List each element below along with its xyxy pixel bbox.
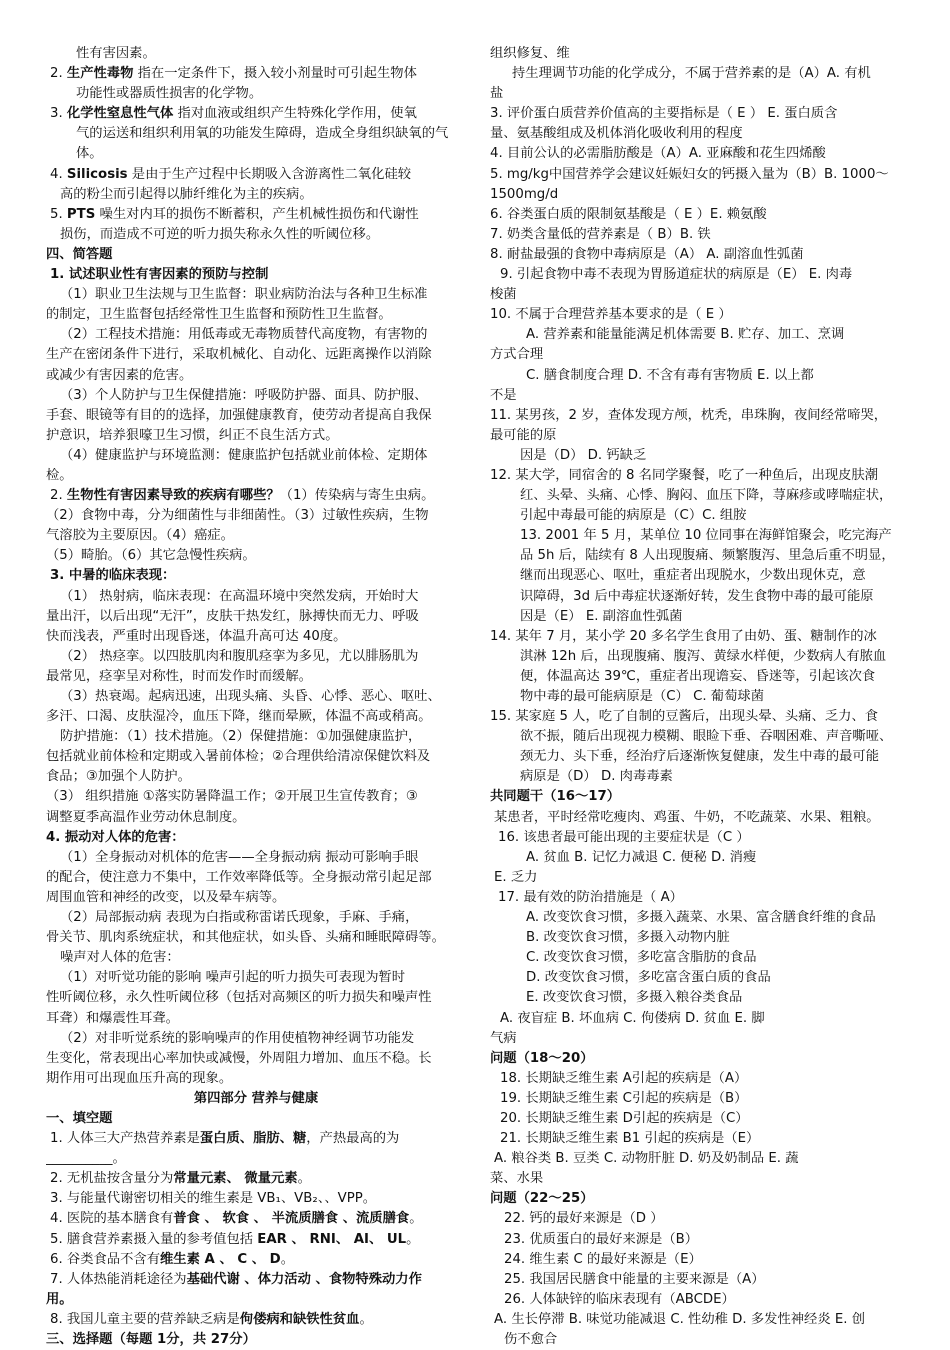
text-line: 性有害因素。 [76, 46, 156, 61]
text-line: 21. 长期缺乏维生素 B1 引起的疾病是（E） [500, 1131, 760, 1147]
text-line: 高的粉尘而引起得以肺纤维化为主的疾病。 [60, 186, 313, 202]
text-line [46, 1209, 466, 1229]
text-line: 11. 某男孩，2 岁，查体发现方颅，枕秃，串珠胸，夜间经常啼哭， [490, 407, 888, 423]
text-line: A. 粮谷类 B. 豆类 C. 动物肝脏 D. 奶及奶制品 E. 蔬 [494, 1151, 799, 1167]
text-run: （1）传染病与寄生虫病。 [279, 488, 435, 504]
text-line: 包括就业前体检和定期或入暑前体检；②合理供给清凉保健饮料及 [46, 749, 431, 765]
text-line: 3. 评价蛋白质营养价值高的主要指标是（ E ） E. 蛋白质含 [490, 106, 838, 122]
text-line: B. 改变饮食习惯，多摄入动物内脏 [526, 930, 730, 946]
text-line: 23. 优质蛋白的最好来源是（B） [504, 1231, 699, 1247]
text-line: （2）对非听觉系统的影响噪声的作用使植物神经调节功能发 [60, 1030, 415, 1046]
text-run: Silicosis [66, 166, 128, 182]
right-column [490, 44, 910, 1350]
text-line: 体。 [76, 146, 103, 162]
text-line: 26. 人体缺锌的临床表现有（ABCDE） [504, 1291, 735, 1307]
text-run: 是由于生产过程中长期吸入含游离性二氧化硅较 [127, 166, 412, 182]
text-line: 伤不愈合 [504, 1332, 558, 1347]
text-line: 菜、水果 [490, 1171, 544, 1187]
text-run: 蛋白质、脂肪、糖 [199, 1131, 307, 1147]
text-line: （2）局部振动病 表现为白指或称雷诺氏现象，手麻、手痛， [60, 910, 419, 926]
text-line: 方式合理 [490, 347, 544, 363]
text-line: 不是 [490, 387, 517, 403]
text-run: 普食 、 软食 、 半流质膳食 、流质膳食 [173, 1211, 410, 1227]
text-line: 的制定，卫生监督包括经常性卫生监督和预防性卫生监督。 [46, 307, 392, 323]
text-line: A. 生长停滞 B. 味觉功能减退 C. 性幼稚 D. 多发性神经炎 E. 创 [494, 1311, 866, 1327]
text-run: 2. 无机盐按含量分为 [50, 1171, 174, 1187]
text-line: （2）工程技术措施：用低毒或无毒物质替代高度物，有害物的 [60, 327, 428, 343]
text-line: 9. 引起食物中毒不表现为胃肠道症状的病原是（E） E. 肉毒 [500, 267, 853, 283]
text-line: （2） 热痉挛。以四肢肌肉和腹肌痉挛为多见，尤以腓肠肌为 [60, 648, 419, 664]
text-line: 生产在密闭条件下进行，采取机械化、自动化、远距离操作以消除 [46, 347, 432, 363]
text-line: 24. 维生素 C 的最好来源是（E） [504, 1251, 702, 1267]
text-line: 20. 长期缺乏维生素 D引起的疾病是（C） [500, 1110, 749, 1126]
text-line: E. 改变饮食习惯，多摄入粮谷类食品 [526, 990, 743, 1006]
text-line: 量、氨基酸组成及机体消化吸收利用的程度 [490, 126, 743, 142]
text-line: 12. 某大学，同宿舍的 8 名同学聚餐，吃了一种鱼后，出现皮肤潮 [490, 467, 879, 483]
text-run: 5. [50, 206, 67, 222]
text-line: 期作用可出现血压升高的现象。 [46, 1070, 233, 1086]
text-run: 3. [50, 106, 67, 122]
text-line: 的配合，使注意力不集中，工作效率降低等。全身振动常引起足部 [46, 869, 432, 885]
text-line [46, 1270, 466, 1290]
text-line [46, 1129, 466, 1149]
text-line: （1）对听觉功能的影响 噪声引起的听力损失可表现为暂时 [60, 970, 406, 986]
text-run: PTS [66, 206, 96, 222]
text-line: 10. 不属于合理营养基本要求的是（ E ） [490, 307, 732, 323]
text-line: 22. 钙的最好来源是（D ） [504, 1211, 664, 1227]
text-line: 持生理调节功能的化学成分，不属于营养素的是（A）A. 有机 [512, 66, 871, 82]
text-line: 盐 [490, 86, 504, 102]
text-line: 食品；③加强个人防护。 [46, 769, 191, 785]
text-line: 检。 [46, 467, 73, 483]
text-line: E. 乏力 [494, 869, 538, 885]
text-line: 8. 耐盐最强的食物中毒病原是（A） A. 副溶血性弧菌 [490, 246, 804, 262]
text-line: 用。 [46, 1291, 73, 1307]
text-line: 梭菌 [490, 287, 517, 303]
text-line: （3） 组织措施 ①落实防暑降温工作；②开展卫生宣传教育；③ [46, 789, 418, 805]
text-line: 三、选择题（每题 1分，共 27分） [46, 1332, 256, 1347]
text-run: 。 [409, 1211, 423, 1227]
text-line: 13. 2001 年 5 月，某单位 10 位同事在海鲜馆聚会，吃完海产 [520, 528, 892, 544]
text-line: 16. 该患者最可能出现的主要症状是（C ） [498, 829, 750, 845]
text-line [46, 1250, 466, 1270]
left-column [46, 44, 466, 1350]
text-run: 化学性窒息性气体 [66, 106, 174, 122]
text-line: 便，体温高达 39℃，重症者出现谵妄、昏迷等，引起该次食 [520, 668, 876, 684]
text-line: 6. 谷类蛋白质的限制氨基酸是（ E ）E. 赖氨酸 [490, 206, 767, 222]
text-line: 15. 某家庭 5 人，吃了自制的豆酱后，出现头晕、头痛、乏力、食 [490, 709, 879, 725]
text-run: 8. 我国儿童主要的营养缺乏病是 [50, 1311, 240, 1327]
text-line: 问题（18～20） [490, 1050, 594, 1066]
text-line: 或减少有害因素的危害。 [46, 367, 193, 383]
text-line: 因是（D） D. 钙缺乏 [520, 447, 647, 463]
text-run: 佝偻病和缺铁性贫血 [239, 1311, 360, 1327]
text-line: 因是（E） E. 副溶血性弧菌 [520, 608, 683, 624]
text-line: C. 膳食制度合理 D. 不含有毒有害物质 E. 以上都 [526, 367, 814, 383]
text-line: 生变化，常表现出心率加快或减慢，外周阻力增加、血压不稳。长 [46, 1050, 432, 1066]
text-line: 骨关节、肌肉系统症状，和其他症状，如头昏、头痛和睡眠障碍等。 [46, 930, 445, 946]
text-line: 最常见，痉挛呈对称性，时而发作时而缓解。 [46, 668, 312, 684]
text-line: （5）畸胎。（6）其它急慢性疾病。 [46, 548, 256, 564]
text-line: （1）职业卫生法规与卫生监督：职业病防治法与各种卫生标准 [60, 287, 428, 303]
text-run: ，产热最高的为 [306, 1131, 400, 1147]
text-run: 4. 医院的基本膳食有 [50, 1211, 174, 1227]
text-line: 19. 长期缺乏维生素 C引起的疾病是（B） [500, 1090, 748, 1106]
text-line: （3）个人防护与卫生保健措施：呼吸防护器、面具、防护服、 [60, 387, 428, 403]
text-line: 性听阈位移，永久性听阈位移（包括对高频区的听力损失和噪声性 [46, 990, 432, 1006]
text-line: 问题（22～25） [490, 1191, 594, 1207]
text-line: 5. mg/kg中国营养学会建议妊娠妇女的钙摄入量为（B）B. 1000～ [490, 166, 889, 182]
text-run: 2. [50, 66, 67, 82]
text-line: 17. 最有效的防治措施是（ A） [498, 889, 683, 905]
text-line: 红、头晕、头痛、心悸、胸闷、血压下降，荨麻疹或哮喘症状， [520, 488, 893, 504]
text-line: 防护措施：（1）技术措施。（2）保健措施：①加强健康监护， [60, 729, 422, 745]
text-line: 气溶胶为主要原因。（4）癌症。 [46, 528, 234, 544]
text-line: A. 贫血 B. 记忆力减退 C. 便秘 D. 消瘦 [526, 849, 757, 865]
text-line: 某患者，平时经常吃瘦肉、鸡蛋、牛奶，不吃蔬菜、水果、粗粮。 [494, 809, 880, 825]
text-line: （1） 热射病，临床表现：在高温环境中突然发病，开始时大 [60, 588, 419, 604]
text-run: 2. [50, 488, 67, 504]
text-line: 四、简答题 [46, 246, 113, 262]
text-line: 4. 目前公认的必需脂肪酸是（A）A. 亚麻酸和花生四烯酸 [490, 146, 826, 162]
text-line [46, 1310, 466, 1330]
text-line: 14. 某年 7 月，某小学 20 多名学生食用了由奶、蛋、糖制作的冰 [490, 628, 877, 644]
text-line [46, 165, 466, 185]
text-line [46, 64, 466, 84]
text-line: __________。 [46, 1151, 126, 1167]
text-line: 多汗、口渴、皮肤湿冷，血压下降，继而晕厥，体温不高或稍高。 [46, 709, 432, 725]
text-run: 7. 人体热能消耗途径为 [50, 1271, 187, 1287]
text-line [46, 104, 466, 124]
text-line: 3. 中暑的临床表现： [50, 568, 176, 584]
text-line [46, 1169, 466, 1189]
text-line: 气的运送和组织利用氧的功能发生障碍，造成全身组织缺氧的气 [76, 126, 449, 142]
text-line: 快而浅表，严重时出现昏迷，体温升高可达 40度。 [46, 628, 347, 644]
text-line: 1500mg/d [490, 186, 559, 202]
text-line: A. 营养素和能量能满足机体需要 B. 贮存、加工、烹调 [526, 327, 845, 343]
text-line: 病原是（D） D. 肉毒毒素 [520, 769, 673, 785]
text-line: 组织修复、维 [490, 46, 570, 61]
text-line [46, 205, 466, 225]
text-line: 1. 试述职业性有害因素的预防与控制 [50, 267, 269, 283]
text-line: 最可能的原 [490, 427, 557, 443]
text-run: 噪生对内耳的损伤不断蓄积，产生机械性损伤和代谢性 [95, 206, 419, 222]
text-line: 引起中毒最可能的病原是（C）C. 组胺 [520, 508, 747, 524]
text-line: 手套、眼镜等有目的的选择，加强健康教育，使劳动者提高自我保 [46, 407, 432, 423]
text-line: 量出汗，以后出现“无汗”，皮肤干热发红，脉搏快而无力、呼吸 [46, 608, 419, 624]
text-line [46, 486, 466, 506]
text-line: 物中毒的最可能病原是（C） C. 葡萄球菌 [520, 689, 764, 704]
text-line: （3）热衰竭。起病迅速，出现头痛、头昏、心悸、恶心、呕吐、 [60, 689, 441, 704]
text-line: 颈无力、头下垂，经治疗后逐渐恢复健康，发生中毒的最可能 [520, 749, 880, 765]
text-run: 。 [406, 1231, 420, 1247]
text-line: 调整夏季高温作业劳动休息制度。 [46, 809, 246, 825]
text-line: A. 夜盲症 B. 坏血病 C. 佝偻病 D. 贫血 E. 脚 [500, 1010, 765, 1026]
text-run: 生物性有害因素导致的疾病有哪些？ [66, 488, 280, 504]
text-run: 5. 膳食营养素摄入量的参考值包括 [50, 1231, 258, 1247]
text-line: 损伤，而造成不可逆的听力损失称永久性的听阈位移。 [60, 226, 380, 242]
text-line: 3. 与能量代谢密切相关的维生素是 VB₁、VB₂、、VPP。 [50, 1191, 377, 1207]
text-line: 18. 长期缺乏维生素 A引起的疾病是（A） [500, 1070, 748, 1086]
text-line: 共同题干（16～17） [490, 789, 621, 805]
text-run: EAR 、 RNI、 AI、 UL [257, 1231, 407, 1247]
text-run: 生产性毒物 [66, 66, 134, 82]
text-line: 欲不振，随后出现视力模糊、眼睑下垂、吞咽困难、声音嘶哑、 [520, 729, 893, 745]
text-line: 第四部分 营养与健康 [193, 1090, 319, 1106]
text-line: 4. 振动对人体的危害： [46, 829, 185, 845]
text-run: 指对血液或组织产生特殊化学作用，使氧 [173, 106, 417, 122]
text-line: 继而出现恶心、呕吐，重症者出现脱水，少数出现休克，意 [520, 568, 866, 584]
text-run: 基础代谢 、体力活动 、食物特殊动力作 [186, 1271, 422, 1287]
text-line: （2）食物中毒，分为细菌性与非细菌性。（3）过敏性疾病，生物 [46, 508, 429, 524]
text-line: 25. 我国居民膳食中能量的主要来源是（A） [504, 1271, 765, 1287]
text-run: 6. 谷类食品不含有 [50, 1251, 160, 1267]
text-line: A. 改变饮食习惯，多摄入蔬菜、水果、富含膳食纤维的食品 [526, 910, 876, 926]
text-line: 淇淋 12h 后，出现腹痛、腹泻、黄绿水样便，少数病人有脓血 [520, 648, 887, 664]
text-line: 耳聋）和爆震性耳聋。 [46, 1010, 179, 1026]
text-line: （4）健康监护与环境监测：健康监护包括就业前体检、定期体 [60, 447, 428, 463]
text-line: 7. 奶类含量低的营养素是（ B）B. 铁 [490, 226, 711, 242]
text-line: 护意识，培养狠嚎卫生习惯，纠正不良生活方式。 [46, 427, 339, 443]
text-line: （1）全身振动对机体的危害——全身振动病 振动可影响手眼 [60, 849, 419, 865]
text-line: 一、填空题 [46, 1110, 113, 1126]
text-run: 常量元素、 微量元素 [173, 1171, 298, 1187]
text-line [46, 1230, 466, 1250]
text-line: 识障碍，3d 后中毒症状逐渐好转，发生食物中毒的最可能原 [520, 588, 874, 604]
text-run: 。 [297, 1171, 311, 1187]
text-line: C. 改变饮食习惯，多吃富含脂肪的食品 [526, 950, 757, 966]
text-run: 1. 人体三大产热营养素是 [50, 1131, 200, 1147]
text-run: 指在一定条件下，摄入较小剂量时可引起生物体 [133, 66, 417, 82]
text-line: 周围血管和神经的改变，以及晕车病等。 [46, 889, 286, 905]
text-run: 维生素 A 、 C 、 D [160, 1251, 281, 1267]
text-run: 4. [50, 166, 67, 182]
text-line: 气病 [490, 1030, 517, 1046]
text-line: 品 5h 后，陆续有 8 人出现腹痛、频繁腹泻、里急后重不明显， [520, 548, 895, 564]
text-line: 功能性或器质性损害的化学物。 [76, 86, 263, 102]
text-run: 。 [359, 1311, 373, 1327]
text-run: 。 [280, 1251, 295, 1267]
text-line: 噪声对人体的危害： [60, 950, 180, 966]
text-line: D. 改变饮食习惯，多吃富含蛋白质的食品 [526, 970, 771, 986]
